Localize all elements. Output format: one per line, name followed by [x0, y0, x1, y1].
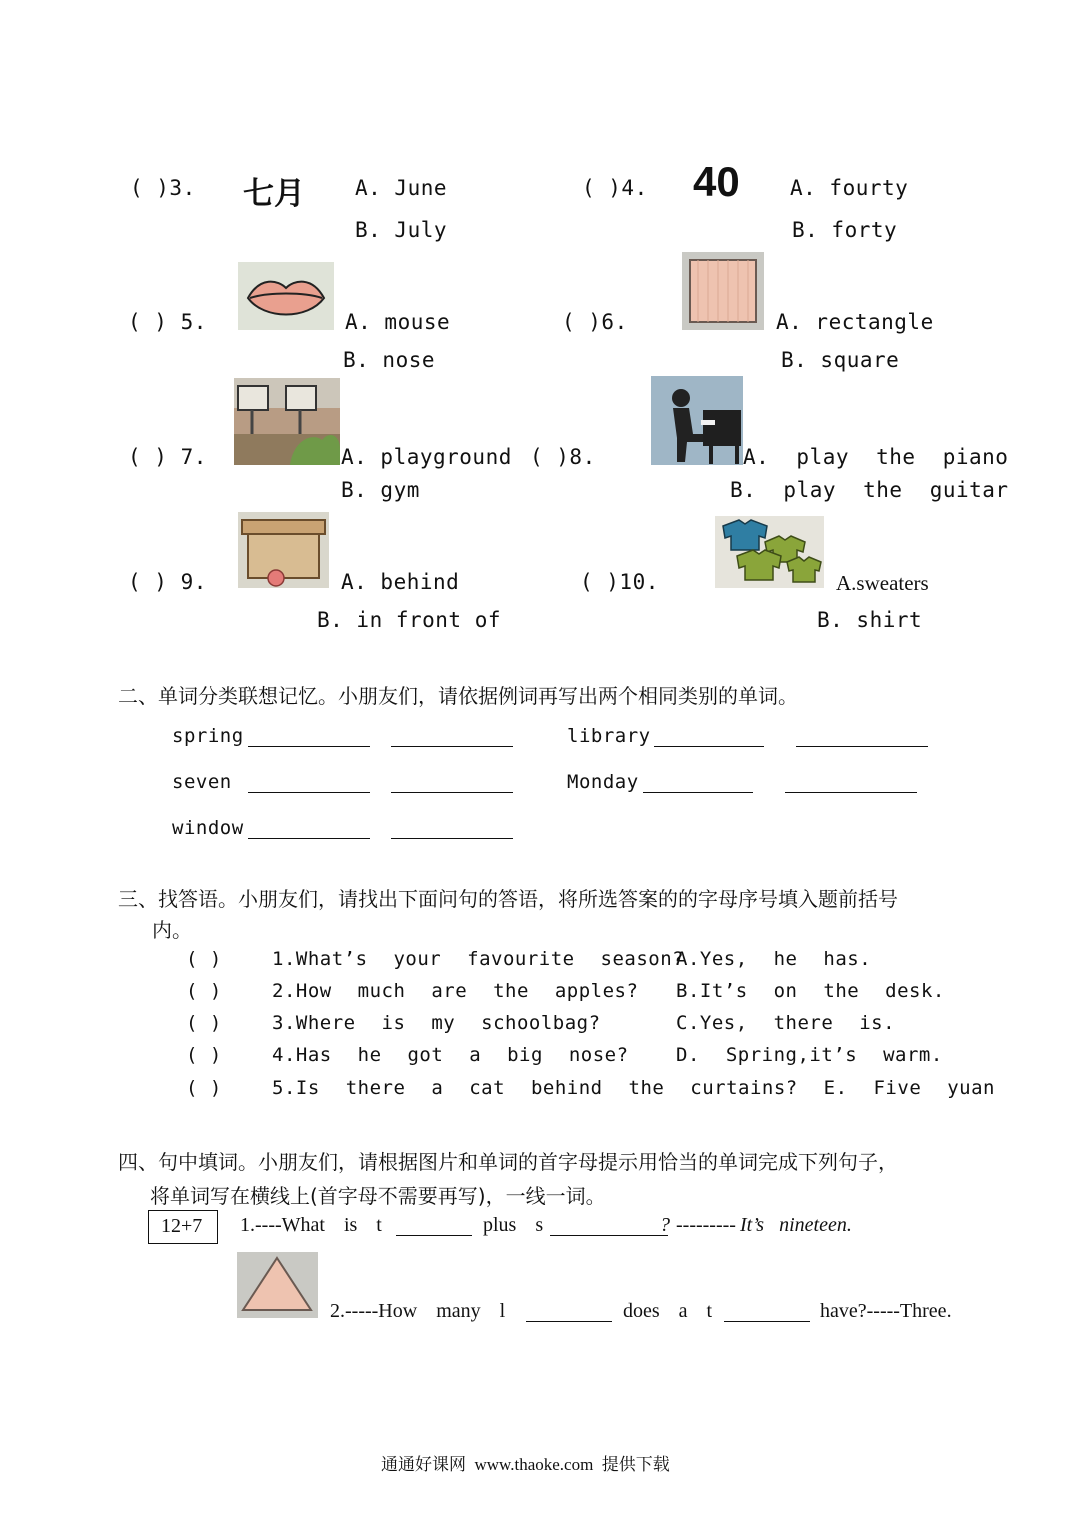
q3-option-a: A. June — [355, 176, 448, 200]
lips-picture — [238, 262, 334, 330]
answer-blank[interactable] — [248, 792, 370, 793]
answer-blank[interactable] — [643, 792, 753, 793]
fill-blank[interactable] — [550, 1235, 668, 1236]
math-prompt-box — [148, 1210, 218, 1244]
q6-paren: ( )6. — [562, 310, 628, 334]
sentence-2-mid: does a t — [623, 1300, 713, 1322]
answer-paren[interactable]: ( ) — [186, 948, 222, 970]
answer-blank[interactable] — [391, 838, 513, 839]
sentence-1-dashes: --------- — [676, 1214, 736, 1236]
ball-box-picture — [238, 512, 329, 588]
q5-option-b: B. nose — [343, 348, 436, 372]
sentence-1-answer: It’s nineteen. — [740, 1214, 852, 1236]
fill-blank[interactable] — [396, 1235, 472, 1236]
answer-text: B.It’s on the desk. — [676, 980, 945, 1002]
triangle-picture — [237, 1252, 318, 1318]
q10-paren: ( )10. — [580, 570, 659, 594]
q9-paren: ( ) 9. — [128, 570, 207, 594]
q5-option-a: A. mouse — [345, 310, 451, 334]
answer-blank[interactable] — [248, 746, 370, 747]
q8-paren: ( )8. — [530, 445, 596, 469]
page-footer: 通通好课网 www.thaoke.com 提供下载 — [381, 1455, 670, 1474]
answer-blank[interactable] — [391, 792, 513, 793]
square-picture — [682, 252, 764, 330]
sentence-1-mid: plus s — [483, 1214, 544, 1236]
q7-paren: ( ) 7. — [128, 445, 207, 469]
math-prompt: 12+7 — [161, 1215, 203, 1237]
question-text: 1.What’s your favourite season? — [272, 948, 685, 970]
question-text: 5.Is there a cat behind the curtains? E. Five yuan — [272, 1077, 995, 1099]
section-4-heading: 四、句中填词。小朋友们，请根据图片和单词的首字母提示用恰当的单词完成下列句子， — [118, 1150, 898, 1174]
answer-blank[interactable] — [796, 746, 928, 747]
q3-option-b: B. July — [355, 218, 448, 242]
q3-paren: ( )3. — [130, 176, 196, 200]
q9-option-b: B. in front of — [317, 608, 502, 632]
q9-option-a: A. behind — [341, 570, 460, 594]
q6-option-b: B. square — [781, 348, 900, 372]
answer-blank[interactable] — [654, 746, 764, 747]
section-3-heading: 三、找答语。小朋友们，请找出下面问句的答语，将所选答案的的字母序号填入题前括号 — [118, 887, 898, 911]
q10-option-b: B. shirt — [817, 608, 923, 632]
word-library: library — [567, 725, 651, 747]
q3-prompt: 七月 — [243, 176, 305, 212]
word-seven: seven — [172, 771, 232, 793]
question-text: 4.Has he got a big nose? — [272, 1044, 629, 1066]
section-2-heading: 二、单词分类联想记忆。小朋友们，请依据例词再写出两个相同类别的单词。 — [118, 684, 798, 708]
sentence-2-start: 2.-----How many l — [330, 1300, 506, 1322]
q5-paren: ( ) 5. — [128, 310, 207, 334]
sentence-1-start: 1.----What is t — [240, 1214, 382, 1236]
word-spring: spring — [172, 725, 244, 747]
q4-option-a: A. fourty — [790, 176, 909, 200]
section-3-heading-cont: 内。 — [152, 918, 192, 942]
answer-paren[interactable]: ( ) — [186, 1044, 222, 1066]
q6-option-a: A. rectangle — [776, 310, 934, 334]
sentence-2-end: have?-----Three. — [820, 1300, 952, 1322]
piano-picture — [651, 376, 743, 465]
fill-blank[interactable] — [526, 1321, 612, 1322]
answer-text: A.Yes, he has. — [676, 948, 872, 970]
fill-blank[interactable] — [724, 1321, 810, 1322]
word-window: window — [172, 817, 244, 839]
answer-blank[interactable] — [248, 838, 370, 839]
q10-option-a: A.sweaters — [836, 571, 929, 595]
q8-option-a: A. play the piano — [743, 445, 1009, 469]
q4-paren: ( )4. — [582, 176, 648, 200]
q7-option-a: A. playground — [341, 445, 512, 469]
answer-text: D. Spring,it’s warm. — [676, 1044, 943, 1066]
answer-blank[interactable] — [391, 746, 513, 747]
sentence-1-qmark: ? — [660, 1214, 670, 1236]
answer-paren[interactable]: ( ) — [186, 1012, 222, 1034]
answer-blank[interactable] — [785, 792, 917, 793]
word-monday: Monday — [567, 771, 639, 793]
answer-paren[interactable]: ( ) — [186, 980, 222, 1002]
q7-option-b: B. gym — [341, 478, 420, 502]
q8-option-b: B. play the guitar — [730, 478, 1009, 502]
section-4-heading-cont: 将单词写在横线上(首字母不需要再写)，一线一词。 — [150, 1184, 606, 1208]
q4-option-b: B. forty — [792, 218, 898, 242]
question-text: 2.How much are the apples? — [272, 980, 639, 1002]
question-text: 3.Where is my schoolbag? — [272, 1012, 601, 1034]
q4-prompt: 40 — [693, 158, 740, 205]
clothes-picture — [715, 516, 824, 588]
answer-text: C.Yes, there is. — [676, 1012, 896, 1034]
answer-paren[interactable]: ( ) — [186, 1077, 222, 1099]
gym-picture — [234, 378, 340, 465]
